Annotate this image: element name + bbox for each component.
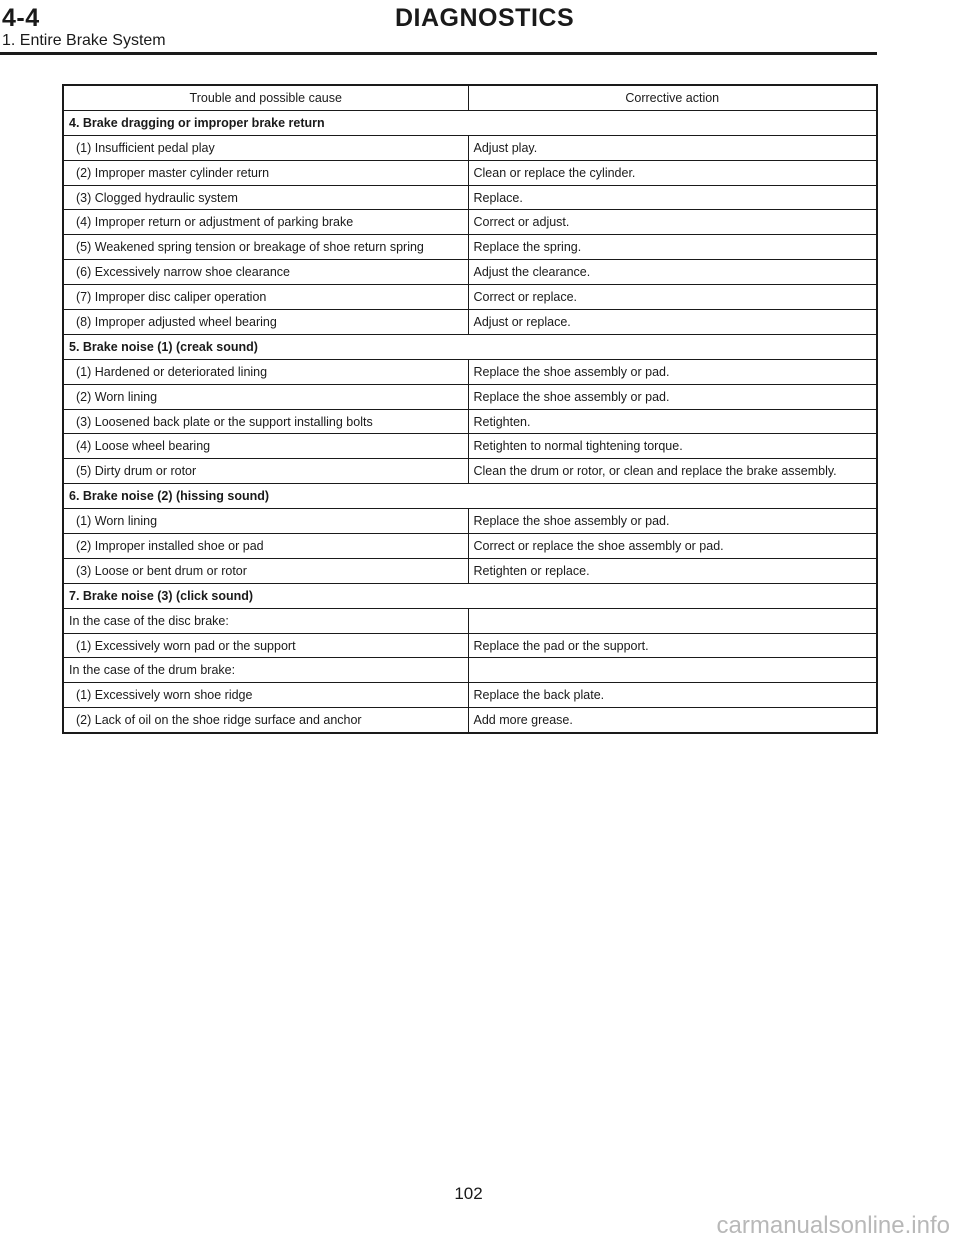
table-row [63, 409, 877, 434]
table-row [63, 509, 877, 534]
section-heading: 4. Brake dragging or improper brake return [63, 110, 877, 135]
cause-cell: (4) Improper return or adjustment of parking brake [63, 210, 468, 235]
table-row [63, 708, 877, 733]
subheading-cell: In the case of the drum brake: [63, 658, 468, 683]
table-row [63, 185, 877, 210]
subheading-cell: In the case of the disc brake: [63, 608, 468, 633]
table-row [63, 459, 877, 484]
table-row [63, 235, 877, 260]
table-row [63, 160, 877, 185]
table-row [63, 558, 877, 583]
table-row [63, 608, 877, 633]
cause-cell: (5) Weakened spring tension or breakage of shoe return spring [63, 235, 468, 260]
cause-cell: (7) Improper disc caliper operation [63, 285, 468, 310]
action-cell: Replace the shoe assembly or pad. [468, 384, 877, 409]
table-body [63, 110, 877, 733]
action-cell: Adjust play. [468, 135, 877, 160]
cause-cell: (1) Excessively worn shoe ridge [63, 683, 468, 708]
section-heading-row [63, 484, 877, 509]
table-row [63, 359, 877, 384]
cause-cell: (1) Excessively worn pad or the support [63, 633, 468, 658]
cause-cell: (2) Improper master cylinder return [63, 160, 468, 185]
table-row [63, 135, 877, 160]
section-heading: 6. Brake noise (2) (hissing sound) [63, 484, 877, 509]
table-row [63, 633, 877, 658]
cause-cell: (4) Loose wheel bearing [63, 434, 468, 459]
table-row [63, 260, 877, 285]
watermark: carmanualsonline.info [716, 1212, 950, 1239]
cause-cell: (3) Clogged hydraulic system [63, 185, 468, 210]
table-header-row [63, 85, 877, 110]
action-cell: Correct or replace the shoe assembly or pad. [468, 534, 877, 559]
action-cell: Retighten. [468, 409, 877, 434]
cause-cell: (8) Improper adjusted wheel bearing [63, 310, 468, 335]
action-cell: Replace. [468, 185, 877, 210]
action-cell: Replace the pad or the support. [468, 633, 877, 658]
action-cell: Add more grease. [468, 708, 877, 733]
action-cell: Replace the back plate. [468, 683, 877, 708]
page-number: 102 [454, 1184, 483, 1203]
cause-cell: (6) Excessively narrow shoe clearance [63, 260, 468, 285]
section-heading-row [63, 583, 877, 608]
header-rule [0, 52, 877, 55]
table-row [63, 434, 877, 459]
action-cell: Correct or replace. [468, 285, 877, 310]
action-cell: Replace the shoe assembly or pad. [468, 509, 877, 534]
diagnostics-table [62, 84, 878, 734]
section-heading: 5. Brake noise (1) (creak sound) [63, 334, 877, 359]
section-heading-row [63, 110, 877, 135]
action-cell: Clean the drum or rotor, or clean and replace the brake assembly. [468, 459, 877, 484]
action-cell: Replace the shoe assembly or pad. [468, 359, 877, 384]
cause-cell: (3) Loosened back plate or the support installing bolts [63, 409, 468, 434]
cause-cell: (2) Improper installed shoe or pad [63, 534, 468, 559]
action-cell: Retighten or replace. [468, 558, 877, 583]
action-cell [468, 608, 877, 633]
column-header-cause: Trouble and possible cause [63, 85, 468, 110]
cause-cell: (1) Worn lining [63, 509, 468, 534]
cause-cell: (3) Loose or bent drum or rotor [63, 558, 468, 583]
action-cell: Replace the spring. [468, 235, 877, 260]
cause-cell: (5) Dirty drum or rotor [63, 459, 468, 484]
cause-cell: (1) Insufficient pedal play [63, 135, 468, 160]
header-code: 4-4 [2, 4, 40, 32]
table-row [63, 683, 877, 708]
table-row [63, 285, 877, 310]
cause-cell: (2) Worn lining [63, 384, 468, 409]
action-cell: Adjust the clearance. [468, 260, 877, 285]
column-header-action: Corrective action [468, 85, 877, 110]
action-cell: Correct or adjust. [468, 210, 877, 235]
cause-cell: (2) Lack of oil on the shoe ridge surface and anchor [63, 708, 468, 733]
section-subtitle: 1. Entire Brake System [2, 32, 166, 49]
table-row [63, 658, 877, 683]
table-row [63, 534, 877, 559]
table-row [63, 210, 877, 235]
action-cell: Retighten to normal tightening torque. [468, 434, 877, 459]
table-row [63, 310, 877, 335]
table-row [63, 384, 877, 409]
action-cell: Adjust or replace. [468, 310, 877, 335]
section-heading-row [63, 334, 877, 359]
section-heading: 7. Brake noise (3) (click sound) [63, 583, 877, 608]
page-title: DIAGNOSTICS [395, 4, 575, 32]
action-cell: Clean or replace the cylinder. [468, 160, 877, 185]
cause-cell: (1) Hardened or deteriorated lining [63, 359, 468, 384]
action-cell [468, 658, 877, 683]
